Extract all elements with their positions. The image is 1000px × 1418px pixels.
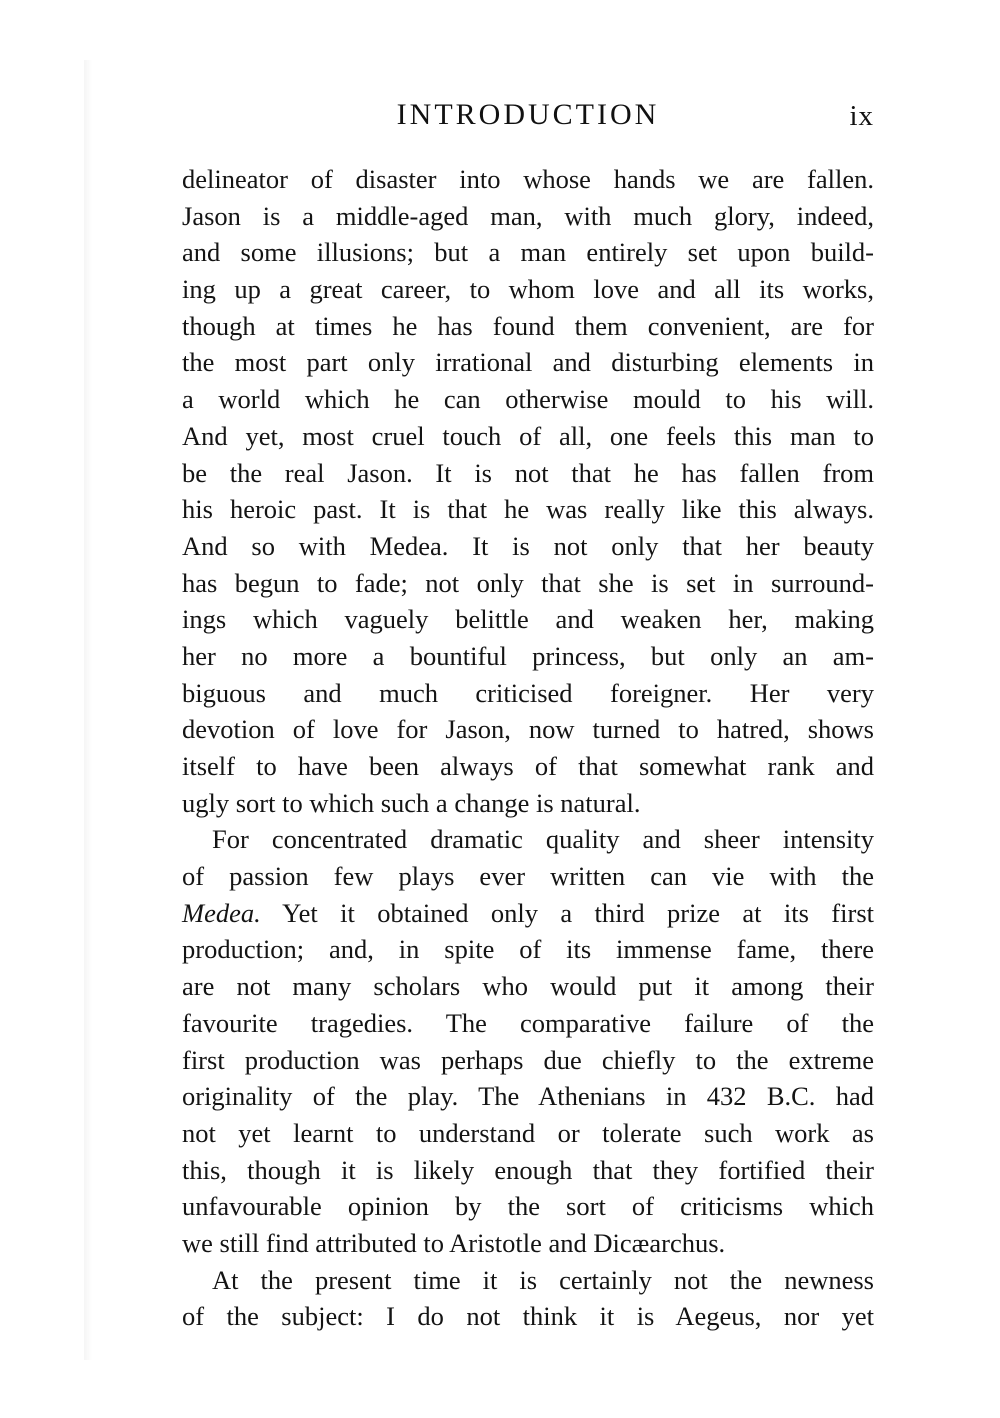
text-line: first production was perhaps due chiefly to the extreme <box>182 1044 874 1075</box>
text-run: had <box>815 1081 874 1112</box>
text-line: ings which vaguely belittle and weaken her, making <box>182 604 874 635</box>
paragraph-2 <box>182 821 874 1261</box>
text-line: his heroic past. It is that he was really like this always. <box>182 494 874 525</box>
text-line: And so with Medea. It is not only that her beauty <box>182 530 874 561</box>
text-line <box>182 1078 874 1115</box>
play-title-medea: Medea. <box>182 897 261 928</box>
era-abbreviation: B.C. <box>766 1081 816 1112</box>
text-line: And yet, most cruel touch of all, one feels this man to <box>182 420 874 451</box>
page-number: ix <box>849 100 874 132</box>
text-line: production; and, in spite of its immense fame, there <box>182 934 874 965</box>
paragraph-3 <box>182 1262 874 1335</box>
text-line: are not many scholars who would put it among their <box>182 971 874 1002</box>
text-line: Jason is a middle-aged man, with much glory, indeed, <box>182 200 874 231</box>
text-line: has begun to fade; not only that she is set in surround- <box>182 567 874 598</box>
text-line: unfavourable opinion by the sort of criticisms which <box>182 1191 874 1222</box>
body-text <box>182 161 874 1335</box>
text-line: of passion few plays ever written can vie with the <box>182 861 874 892</box>
text-line <box>182 895 874 932</box>
text-line: this, though it is likely enough that they fortified their <box>182 1154 874 1185</box>
text-line: we still find attributed to Aristotle and Dicæarchus. <box>182 1227 726 1258</box>
text-line: and some illusions; but a man entirely set upon build- <box>182 237 874 268</box>
text-line: devotion of love for Jason, now turned to hatred, shows <box>182 714 874 745</box>
page-gutter-shadow <box>84 60 92 1360</box>
paragraph-1 <box>182 161 874 821</box>
text-line: though at times he has found them convenient, are for <box>182 310 874 341</box>
text-line: her no more a bountiful princess, but only an am- <box>182 640 874 671</box>
text-line: itself to have been always of that somewhat rank and <box>182 751 874 781</box>
text-line: a world which he can otherwise mould to his will. <box>182 384 874 415</box>
text-line: not yet learnt to understand or tolerate such work as <box>182 1117 874 1148</box>
text-line: the most part only irrational and disturbing elements in <box>182 347 874 378</box>
text-line: ugly sort to which such a change is natural. <box>182 787 641 818</box>
text-line: favourite tragedies. The comparative failure of the <box>182 1007 874 1038</box>
running-head: INTRODUCTION <box>396 98 660 131</box>
page-header <box>182 96 874 140</box>
text-line: of the subject: I do not think it is Aegeus, nor yet <box>182 1301 874 1332</box>
text-line: At the present time it is certainly not the newness <box>212 1264 874 1295</box>
text-line: be the real Jason. It is not that he has fallen from <box>182 457 874 488</box>
text-line: ing up a great career, to whom love and all its works, <box>182 274 874 305</box>
text-line: delineator of disaster into whose hands we are fallen. <box>182 164 874 194</box>
text-run: originality of the play. The Athenians in 432 <box>182 1081 767 1112</box>
text-run: Yet it obtained only a third prize at its first <box>260 897 874 928</box>
text-line: biguous and much criticised foreigner. Her very <box>182 677 874 708</box>
text-line: For concentrated dramatic quality and sheer intensity <box>212 824 874 855</box>
